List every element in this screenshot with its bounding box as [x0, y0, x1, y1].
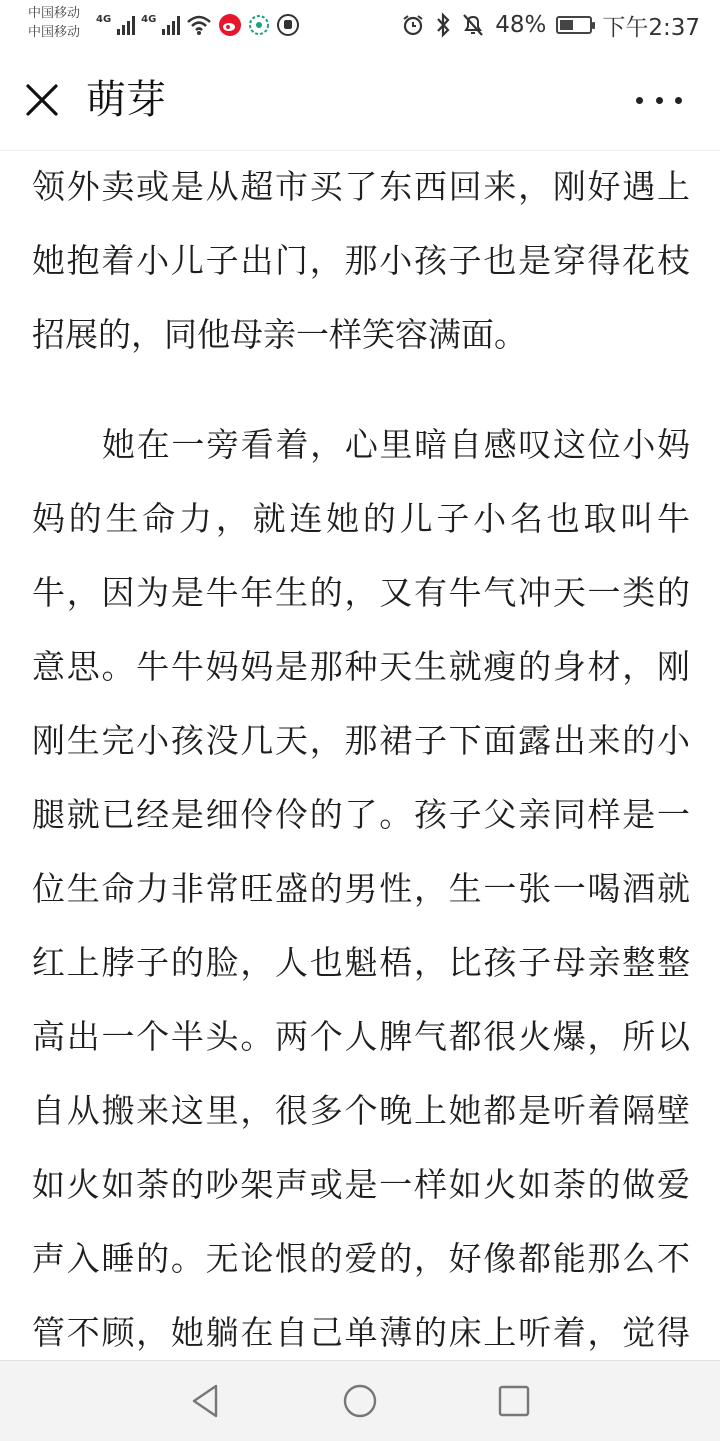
bluetooth-icon — [435, 12, 451, 38]
text-line: 高出一个半头。两个人脾气都很火爆，所以 — [32, 1017, 690, 1056]
home-circle-icon — [340, 1381, 380, 1421]
text-line: 意思。牛牛妈妈是那种天生就瘦的身材，刚 — [32, 647, 690, 686]
text-line: 自从搬来这里，很多个晚上她都是听着隔壁 — [32, 1091, 690, 1130]
network-type-1: 4G — [96, 14, 112, 25]
recent-square-icon — [494, 1381, 534, 1421]
wifi-icon — [186, 14, 212, 36]
text-line: 管不顾，她躺在自己单薄的床上听着，觉得 — [32, 1313, 690, 1352]
more-icon — [636, 97, 643, 104]
navigation-bar — [0, 1360, 720, 1441]
home-button[interactable] — [340, 1381, 380, 1421]
text-line: 招展的，同他母亲一样笑容满面。 — [32, 315, 527, 354]
text-line: 妈的生命力，就连她的儿子小名也取叫牛 — [32, 499, 690, 538]
text-line: 位生命力非常旺盛的男性，生一张一喝酒就 — [32, 869, 690, 908]
close-button[interactable] — [22, 80, 62, 120]
close-icon — [25, 83, 59, 117]
signal-icon — [162, 15, 180, 35]
battery-icon — [556, 16, 592, 34]
article-body[interactable] — [32, 150, 690, 1360]
battery-level-fill — [560, 20, 573, 30]
weibo-icon — [218, 13, 242, 37]
page-title: 萌芽 — [86, 77, 166, 123]
hand-icon — [276, 13, 300, 37]
text-line: 她抱着小儿子出门，那小孩子也是穿得花枝 — [32, 241, 690, 280]
network-type-2: 4G — [141, 14, 157, 25]
mute-icon — [461, 12, 485, 38]
paragraph-spacing — [32, 372, 690, 408]
status-bar — [0, 0, 720, 50]
recent-apps-button[interactable] — [494, 1381, 534, 1421]
alarm-icon — [401, 13, 425, 37]
more-icon — [656, 97, 663, 104]
paragraph-2 — [32, 408, 690, 1360]
text-line: 刚生完小孩没几天，那裙子下面露出来的小 — [32, 721, 690, 760]
text-line: 声入睡的。无论恨的爱的，好像都能那么不 — [32, 1239, 690, 1278]
back-button[interactable] — [186, 1381, 226, 1421]
carrier-label-2: 中国移动 — [28, 25, 81, 40]
china-mobile-icon — [248, 14, 270, 36]
text-line: 她在一旁看着，心里暗自感叹这位小妈 — [102, 425, 690, 464]
more-icon — [675, 97, 682, 104]
more-options-button[interactable] — [636, 92, 682, 108]
carrier-info — [28, 4, 80, 42]
text-line: 领外卖或是从超市买了东西回来，刚好遇上 — [32, 167, 690, 206]
signal-icon — [117, 15, 135, 35]
title-bar — [0, 50, 720, 151]
text-line: 红上脖子的脸，人也魁梧，比孩子母亲整整 — [32, 943, 690, 982]
status-icons-left — [96, 10, 300, 40]
status-icons-right — [401, 8, 700, 42]
text-line: 腿就已经是细伶伶的了。孩子父亲同样是一 — [32, 795, 690, 834]
back-triangle-icon — [186, 1381, 226, 1421]
paragraph-1 — [32, 150, 690, 372]
battery-percent: 48% — [495, 12, 547, 38]
text-line: 牛，因为是牛年生的，又有牛气冲天一类的 — [32, 573, 690, 612]
text-line: 如火如荼的吵架声或是一样如火如荼的做爱 — [32, 1165, 690, 1204]
carrier-label-1: 中国移动 — [28, 6, 81, 21]
status-clock: 下午2:37 — [602, 14, 700, 41]
